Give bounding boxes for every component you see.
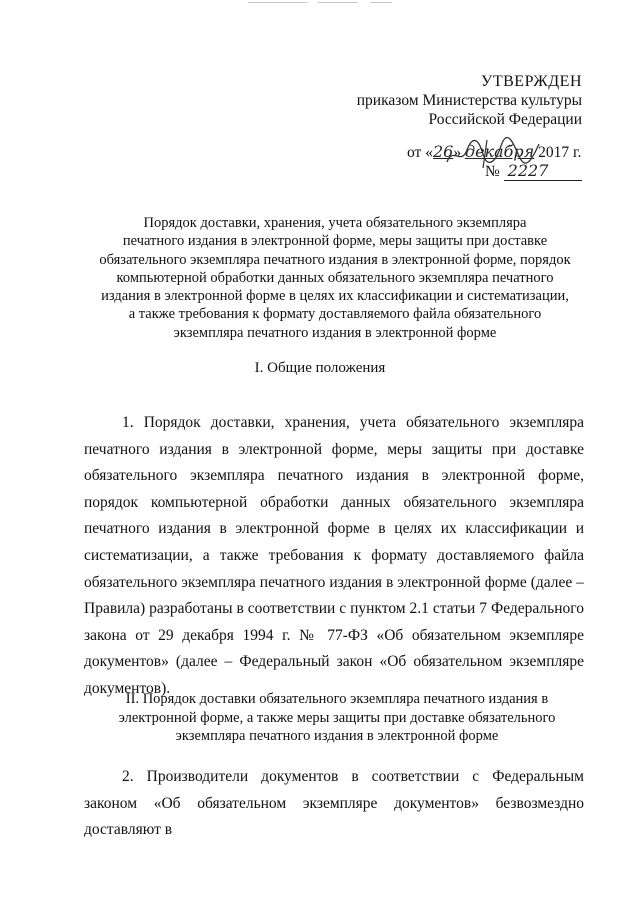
approval-line-ministry: приказом Министерства культуры [356, 92, 582, 109]
title-line: экземпляра печатного издания в электронной форме [173, 324, 497, 341]
number-prefix: № [485, 163, 504, 180]
paragraph-1-text: 1. Порядок доставки, хранения, учета обязательного экземпляра печатного издания в электронной форме, меры защиты при доставке обязательного экземпляра печатного издания в электронной форме, порядок компьютерной обработки данных обязательного экземпляра печатного издания в электронной форме в целях их классификации и систематизации, а также требования к формату доставляемого файла обязательного экземпляра печатного издания в электронной форме (далее – Правила) разработаны в соответствии с пунктом 2.1 статьи 7 Федерального закона от 29 декабря 1994 г. № 77-ФЗ «Об обязательном экземпляре документов» (далее – Федеральный закон «Об обязательном экземпляре документов). [84, 414, 584, 697]
order-date [407, 142, 581, 162]
paragraph-1 [84, 410, 584, 703]
title-line: а также требования к формату доставляемого файла обязательного [128, 306, 542, 323]
order-number [485, 161, 582, 181]
approval-heading: УТВЕРЖДЕН [481, 73, 582, 90]
paragraph-2-text: 2. Производители документов в соответствии с Федеральным законом «Об обязательном экземпляре документов» безвозмездно доставляют в [84, 768, 584, 839]
document-title [80, 214, 590, 342]
title-line: обязательного экземпляра печатного издания в электронной форме, порядок [99, 251, 571, 268]
scan-artifact-line [248, 2, 308, 3]
title-line: Порядок доставки, хранения, учета обязательного экземпляра [143, 215, 527, 231]
date-year: 2017 г. [534, 144, 582, 161]
scan-artifact-line [318, 2, 358, 3]
paragraph-2 [84, 764, 584, 844]
date-prefix: от « [407, 144, 433, 161]
handwritten-month: декабря [464, 142, 535, 161]
section-heading-delivery [82, 690, 592, 746]
date-mid: » [453, 144, 465, 161]
section-2-line: экземпляра печатного издания в электронной форме [175, 728, 499, 744]
title-line: компьютерной обработки данных обязательного экземпляра печатного [116, 269, 554, 286]
title-line: издания в электронной форме в целях их классификации и систематизации, [101, 288, 569, 305]
scan-artifact-line [370, 2, 392, 3]
approval-block [357, 72, 582, 129]
section-heading-general: I. Общие положения [254, 360, 386, 376]
section-2-line: электронной форме, а также меры защиты при доставке обязательного [118, 709, 556, 726]
approval-line-federation: Российской Федерации [428, 111, 582, 128]
section-2-line: II. Порядок доставки обязательного экземпляра печатного издания в [125, 691, 549, 707]
handwritten-day: 26 [432, 142, 454, 161]
title-line: печатного издания в электронной форме, меры защиты при доставке [122, 233, 548, 250]
handwritten-number: 2227 [504, 161, 582, 181]
